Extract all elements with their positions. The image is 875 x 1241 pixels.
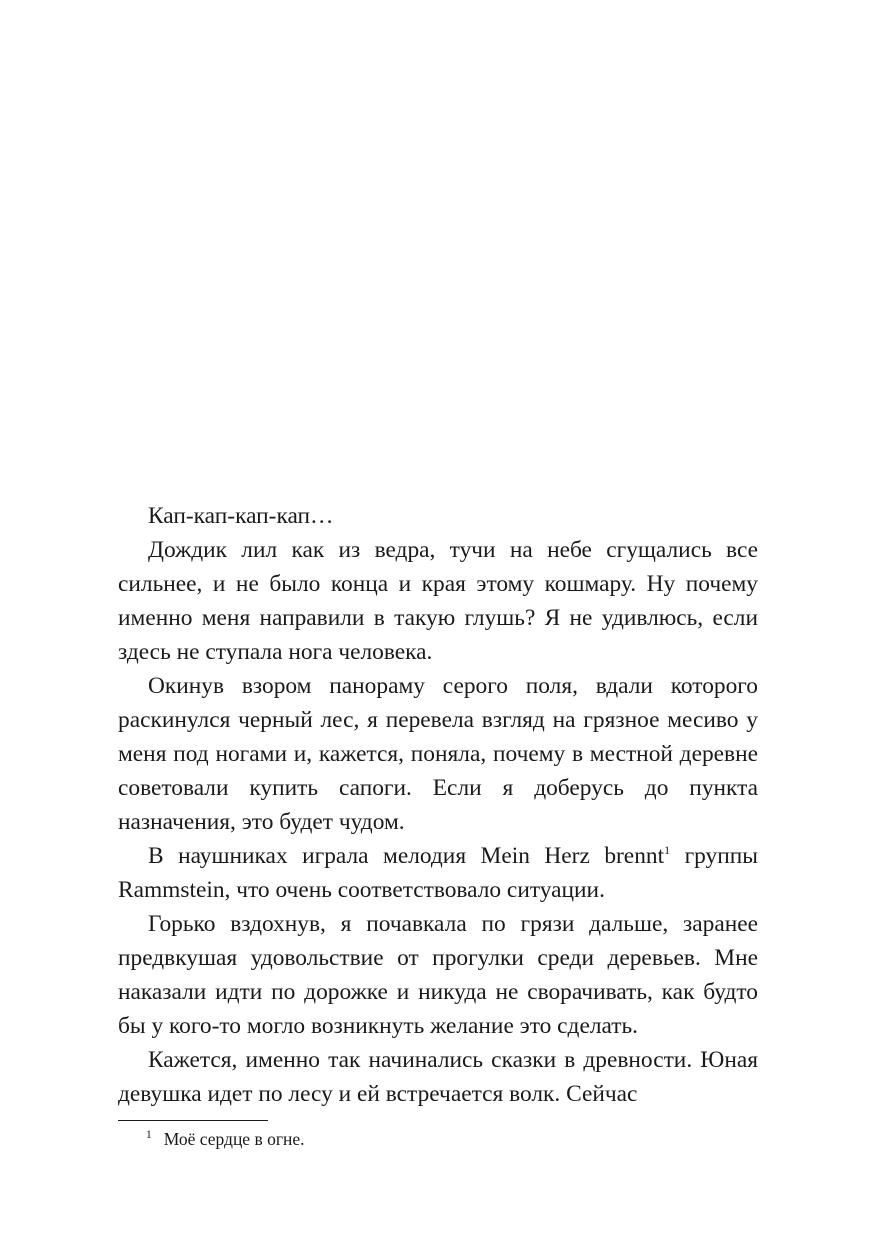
paragraph-6: Кажется, именно так начинались сказки в древности. Юная девушка идет по лесу и ей встречается волк. Сейчас (118, 1047, 758, 1107)
paragraph-1: Кап-кап-кап-кап… (148, 503, 334, 529)
paragraph-4-text-after: группы Rammstein, что очень соответствовало ситуации. (118, 843, 758, 903)
footnote-reference[interactable]: 1 (664, 843, 671, 858)
body-text (118, 499, 758, 1111)
footnote-text: Моё сердце в огне. (163, 1129, 305, 1149)
paragraph-4 (118, 839, 758, 907)
paragraph-5: Горько вздохнув, я почавкала по грязи дальше, заранее предвкушая удовольствие от прогулки среди деревьев. Мне наказали идти по дорожке и никуда не сворачивать, как будто бы у кого-то могло возникнуть желание это сделать. (118, 911, 758, 1039)
paragraph-2: Дождик лил как из ведра, тучи на небе сгущались все сильнее, и не было конца и края этому кошмару. Ну почему именно меня направили в такую глушь? Я не удивлюсь, если здесь не ступала нога человека. (118, 537, 758, 665)
paragraph-3: Окинув взором панораму серого поля, вдали которого раскинулся черный лес, я перевела взгляд на грязное месиво у меня под ногами и, кажется, поняла, почему в местной деревне советовали купить сапоги. Если я доберусь до пункта назначения, это будет чудом. (118, 673, 758, 835)
footnote (146, 1127, 305, 1151)
footnote-number: 1 (146, 1129, 152, 1142)
footnote-divider (118, 1120, 268, 1121)
paragraph-4-text-before: В наушниках играла мелодия Mein Herz brennt (148, 843, 665, 869)
